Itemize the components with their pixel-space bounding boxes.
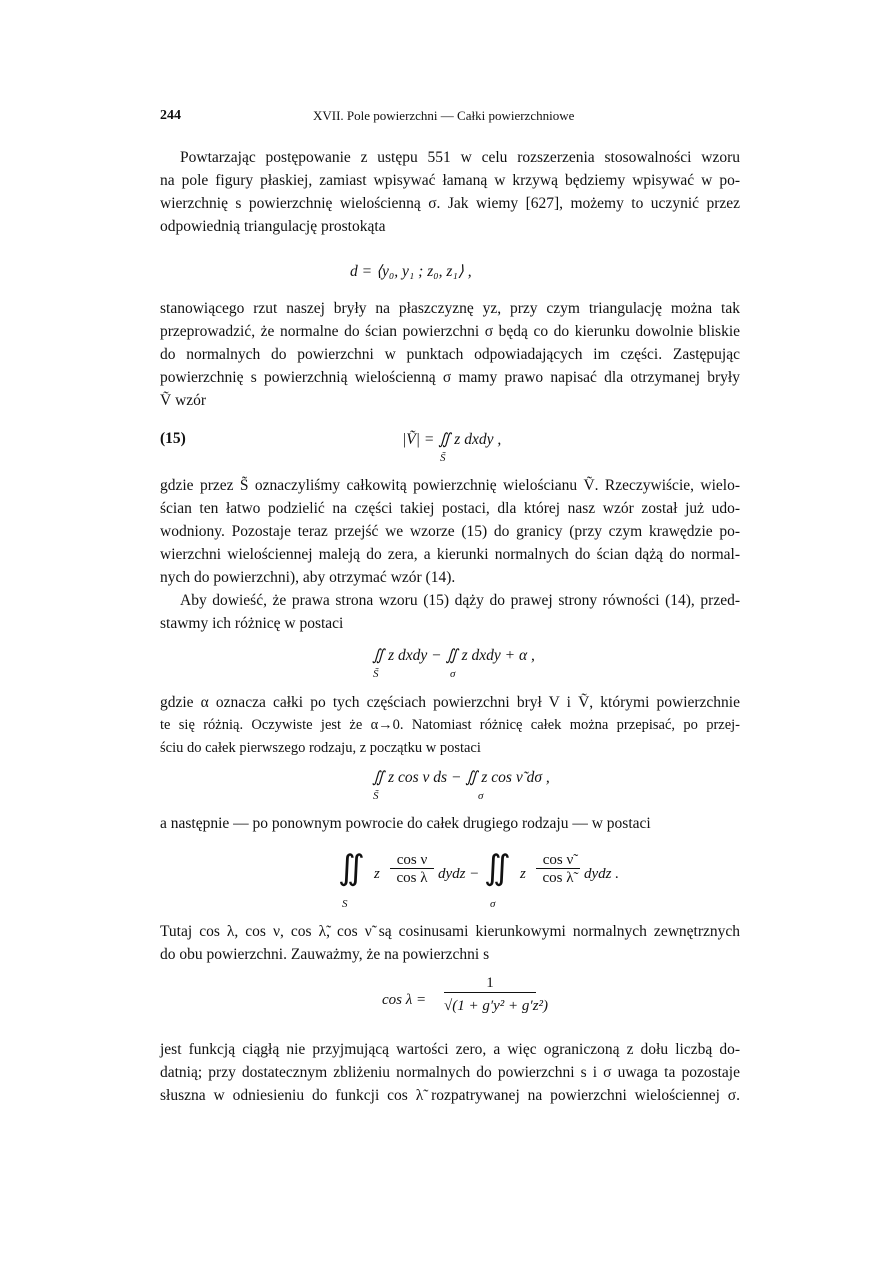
equation-number: (15) bbox=[160, 430, 186, 447]
text-line: ściu do całek pierwszego rodzaju, z początku w postaci bbox=[160, 740, 481, 756]
text-line: Tutaj cos λ, cos ν, cos λ̃, cos ν̃ są cosinusami kierunkowymi normalnych zewnętrznych bbox=[160, 923, 740, 940]
text-line: do normalnych do powierzchni w punktach odpowiadających im części. Zastępując bbox=[160, 346, 740, 363]
equation-subscript: S̃ bbox=[373, 668, 379, 680]
text-line: stanowiącego rzut naszej bryły na płaszczyznę yz, przy czym triangulację można tak bbox=[160, 300, 740, 317]
equation-15-subscript: S̃ bbox=[440, 452, 446, 464]
equation-15: |Ṽ| = ∬ z dxdy , bbox=[402, 431, 502, 448]
fraction-denominator: √(1 + g′y² + g′z²) bbox=[444, 998, 549, 1014]
text-line: a następnie — po ponownym powrocie do całek drugiego rodzaju — w postaci bbox=[160, 815, 651, 832]
text-line: nych do powierzchni), aby otrzymać wzór (14). bbox=[160, 569, 456, 586]
text-line: Ṽ wzór bbox=[160, 392, 207, 409]
text-line: stawmy ich różnicę w postaci bbox=[160, 615, 344, 632]
text-line: wierzchni wielościennej maleją do zera, a kierunki normalnych do ścian dążą do normal- bbox=[160, 546, 740, 563]
equation-subscript: σ bbox=[478, 790, 484, 802]
text-line: słuszna w odniesieniu do funkcji cos λ̃ rozpatrywanej na powierzchni wielościennej σ. bbox=[160, 1087, 740, 1104]
text-line: powierzchnię s powierzchnią wielościenną σ mamy prawo napisać dla otrzymanej bryły bbox=[160, 369, 740, 386]
fraction-denominator: cos λ bbox=[396, 870, 428, 886]
text-line: Aby dowieść, że prawa strona wzoru (15) dąży do prawej strony równości (14), przed- bbox=[180, 592, 740, 609]
text-line: jest funkcją ciągłą nie przyjmującą wartości zero, a więc ograniczoną z dołu liczbą do- bbox=[160, 1041, 740, 1058]
text-line: te się różnią. Oczywiste jest że α→0. Natomiast różnicę całek można przepisać, po przej- bbox=[160, 717, 740, 733]
text-line: datnią; przy dostatecznym zbliżeniu normalnych do powierzchni s i σ uwaga ta pozostaje bbox=[160, 1064, 740, 1081]
text-line: gdzie α oznacza całki po tych częściach powierzchni brył V i Ṽ, którymi powierzchnie bbox=[160, 694, 740, 711]
page-number: 244 bbox=[160, 108, 181, 123]
equation-difference-1: ∬ z dxdy − ∬ z dxdy + α , bbox=[372, 647, 535, 664]
fraction-numerator: 1 bbox=[444, 974, 536, 993]
equation-difference-3: ∬ z cos ν cos λ dydz − ∬ z cos ν̃ cos λ̃ dydz . S σ bbox=[338, 850, 619, 910]
text-line: odpowiednią triangulację prostokąta bbox=[160, 218, 386, 235]
equation-lhs: cos λ = bbox=[382, 992, 427, 1008]
equation-subscript: S bbox=[342, 898, 348, 910]
equation-tail: dydz − bbox=[438, 866, 480, 882]
fraction-numerator: cos ν̃ bbox=[536, 852, 580, 869]
text-line: Powtarzając postępowanie z ustępu 551 w celu rozszerzenia stosowalności wzoru bbox=[180, 149, 740, 166]
text-line: wierzchnię s powierzchnię wielościenną σ. Jak wiemy [627], możemy to uczynić przez bbox=[160, 195, 740, 212]
equation-subscript: S̃ bbox=[373, 790, 379, 802]
equation-subscript: σ bbox=[490, 898, 496, 910]
equation-subscript: σ bbox=[450, 668, 456, 680]
text-line: do obu powierzchni. Zauważmy, że na powierzchni s bbox=[160, 946, 490, 963]
equation-variable: z bbox=[374, 866, 380, 882]
text-line: na pole figury płaskiej, zamiast wpisywać łamaną w krzywą będziemy wpisywać w po- bbox=[160, 172, 740, 189]
equation-d: d = ⟨y₀, y₁ ; z₀, z₁⟩ , bbox=[350, 263, 472, 280]
equation-difference-2: ∬ z cos ν ds − ∬ z cos ν̃ dσ , bbox=[372, 769, 550, 786]
text-line: wodniony. Pozostaje teraz przejść we wzorze (15) do granicy (przy czym krawędzie po- bbox=[160, 523, 740, 540]
equation-tail: dydz . bbox=[584, 866, 619, 882]
fraction-numerator: cos ν bbox=[390, 852, 434, 869]
running-title: XVII. Pole powierzchni — Całki powierzchniowe bbox=[313, 108, 575, 123]
equation-variable: z bbox=[520, 866, 526, 882]
equation-cos-lambda bbox=[382, 972, 549, 1028]
text-line: ścian ten łatwo podzielić na części takiej postaci, dla której nasz wzór został już udo- bbox=[160, 500, 740, 517]
fraction-denominator: cos λ̃ bbox=[542, 870, 574, 886]
text-line: przeprowadzić, że normalne do ścian powierzchni σ będą co do kierunku dowolnie bliskie bbox=[160, 323, 740, 340]
text-line: gdzie przez S̃ oznaczyliśmy całkowitą powierzchnię wielościanu Ṽ. Rzeczywiście, wielo- bbox=[160, 477, 740, 494]
